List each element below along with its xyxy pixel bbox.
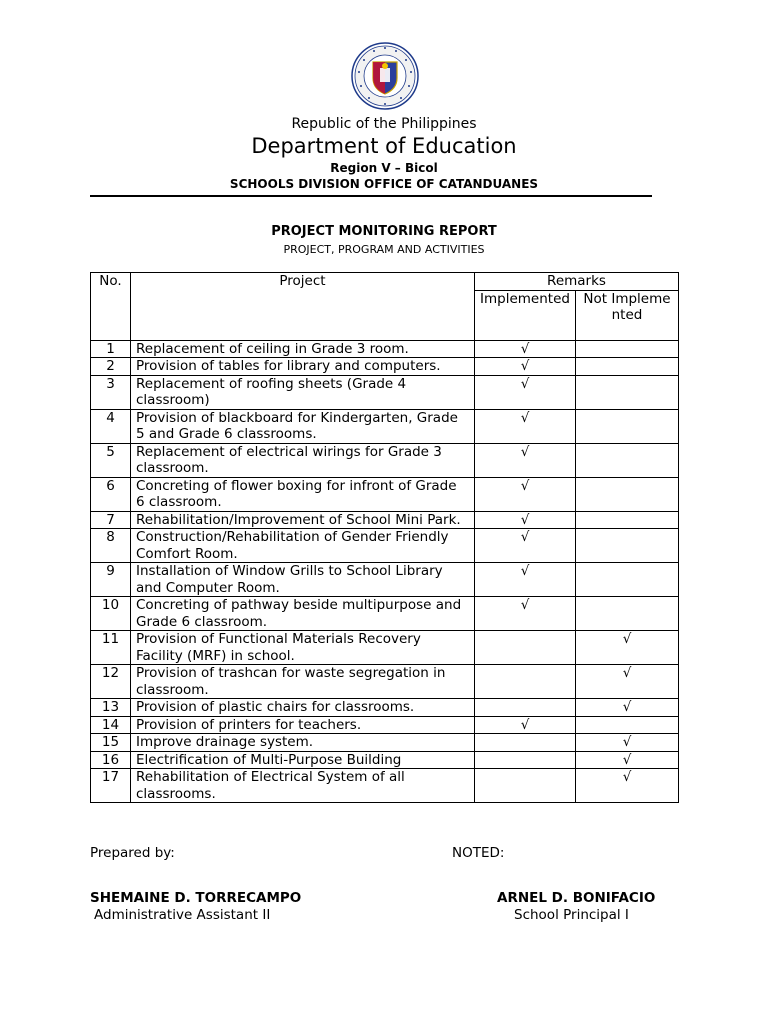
header-project: Project: [131, 273, 475, 341]
row-implemented: √: [475, 340, 576, 358]
row-project: Electrification of Multi-Purpose Building: [131, 751, 475, 769]
header-not-implemented: Not Implemented: [576, 290, 679, 340]
row-number: 4: [91, 409, 131, 443]
row-implemented: [475, 665, 576, 699]
table-row: [91, 563, 679, 597]
table-row: [91, 751, 679, 769]
preparer-position: Administrative Assistant II: [94, 907, 271, 923]
header-divider: [90, 195, 652, 197]
row-implemented: √: [475, 716, 576, 734]
row-implemented: √: [475, 358, 576, 376]
department-name: Department of Education: [251, 134, 517, 158]
row-number: 15: [91, 734, 131, 752]
row-not-implemented: [576, 597, 679, 631]
header-no: No.: [91, 273, 131, 341]
row-implemented: √: [475, 477, 576, 511]
header-remarks: Remarks: [475, 273, 679, 291]
row-implemented: √: [475, 511, 576, 529]
row-implemented: √: [475, 409, 576, 443]
row-number: 11: [91, 631, 131, 665]
table-row: [91, 409, 679, 443]
row-implemented: √: [475, 597, 576, 631]
row-number: 2: [91, 358, 131, 376]
row-not-implemented: [576, 375, 679, 409]
row-implemented: √: [475, 443, 576, 477]
row-project: Provision of blackboard for Kindergarten, Grade 5 and Grade 6 classrooms.: [131, 409, 475, 443]
row-project: Concreting of flower boxing for infront of Grade 6 classroom.: [131, 477, 475, 511]
row-not-implemented: [576, 340, 679, 358]
row-number: 17: [91, 769, 131, 803]
republic-line: Republic of the Philippines: [291, 116, 477, 132]
report-subtitle: PROJECT, PROGRAM AND ACTIVITIES: [283, 243, 485, 256]
row-not-implemented: [576, 409, 679, 443]
row-project: Provision of tables for library and computers.: [131, 358, 475, 376]
row-project: Installation of Window Grills to School Library and Computer Room.: [131, 563, 475, 597]
noter-name: ARNEL D. BONIFACIO: [497, 890, 656, 906]
row-not-implemented: [576, 563, 679, 597]
table-row: [91, 769, 679, 803]
row-not-implemented: √: [576, 699, 679, 717]
table-row: [91, 375, 679, 409]
region-line: Region V – Bicol: [330, 161, 438, 175]
row-number: 12: [91, 665, 131, 699]
row-project: Replacement of roofing sheets (Grade 4 classroom): [131, 375, 475, 409]
row-number: 3: [91, 375, 131, 409]
row-not-implemented: [576, 716, 679, 734]
table-row: [91, 340, 679, 358]
table-row: [91, 665, 679, 699]
header-implemented: Implemented: [475, 290, 576, 340]
table-row: [91, 511, 679, 529]
table-row: [91, 443, 679, 477]
table-row: [91, 529, 679, 563]
row-not-implemented: [576, 511, 679, 529]
report-title: PROJECT MONITORING REPORT: [271, 224, 497, 239]
row-implemented: √: [475, 375, 576, 409]
row-not-implemented: [576, 529, 679, 563]
row-not-implemented: [576, 358, 679, 376]
row-number: 14: [91, 716, 131, 734]
row-project: Concreting of pathway beside multipurpose and Grade 6 classroom.: [131, 597, 475, 631]
row-project: Provision of printers for teachers.: [131, 716, 475, 734]
row-implemented: √: [475, 563, 576, 597]
table-row: [91, 477, 679, 511]
row-not-implemented: √: [576, 665, 679, 699]
row-number: 8: [91, 529, 131, 563]
row-implemented: [475, 699, 576, 717]
row-not-implemented: [576, 443, 679, 477]
row-number: 9: [91, 563, 131, 597]
row-project: Rehabilitation of Electrical System of all classrooms.: [131, 769, 475, 803]
row-number: 6: [91, 477, 131, 511]
table-row: [91, 716, 679, 734]
row-number: 16: [91, 751, 131, 769]
row-project: Construction/Rehabilitation of Gender Friendly Comfort Room.: [131, 529, 475, 563]
table-row: [91, 734, 679, 752]
row-number: 1: [91, 340, 131, 358]
noted-label: NOTED:: [452, 845, 505, 861]
prepared-by-label: Prepared by:: [90, 845, 175, 861]
row-project: Provision of trashcan for waste segregation in classroom.: [131, 665, 475, 699]
row-project: Rehabilitation/Improvement of School Mini Park.: [131, 511, 475, 529]
row-not-implemented: [576, 477, 679, 511]
table-row: [91, 597, 679, 631]
table-row: [91, 358, 679, 376]
row-project: Provision of Functional Materials Recovery Facility (MRF) in school.: [131, 631, 475, 665]
row-number: 7: [91, 511, 131, 529]
row-project: Replacement of electrical wirings for Grade 3 classroom.: [131, 443, 475, 477]
row-implemented: [475, 769, 576, 803]
row-number: 13: [91, 699, 131, 717]
row-implemented: √: [475, 529, 576, 563]
deped-seal-logo: [351, 42, 419, 110]
row-implemented: [475, 631, 576, 665]
row-not-implemented: √: [576, 631, 679, 665]
row-number: 10: [91, 597, 131, 631]
project-table: [90, 272, 679, 803]
row-not-implemented: √: [576, 751, 679, 769]
row-implemented: [475, 751, 576, 769]
table-row: [91, 699, 679, 717]
row-not-implemented: √: [576, 769, 679, 803]
row-project: Improve drainage system.: [131, 734, 475, 752]
table-row: [91, 631, 679, 665]
preparer-name: SHEMAINE D. TORRECAMPO: [90, 890, 302, 906]
row-number: 5: [91, 443, 131, 477]
row-project: Provision of plastic chairs for classrooms.: [131, 699, 475, 717]
row-implemented: [475, 734, 576, 752]
noter-position: School Principal I: [514, 907, 629, 923]
division-line: SCHOOLS DIVISION OFFICE OF CATANDUANES: [229, 177, 539, 191]
row-not-implemented: √: [576, 734, 679, 752]
row-project: Replacement of ceiling in Grade 3 room.: [131, 340, 475, 358]
